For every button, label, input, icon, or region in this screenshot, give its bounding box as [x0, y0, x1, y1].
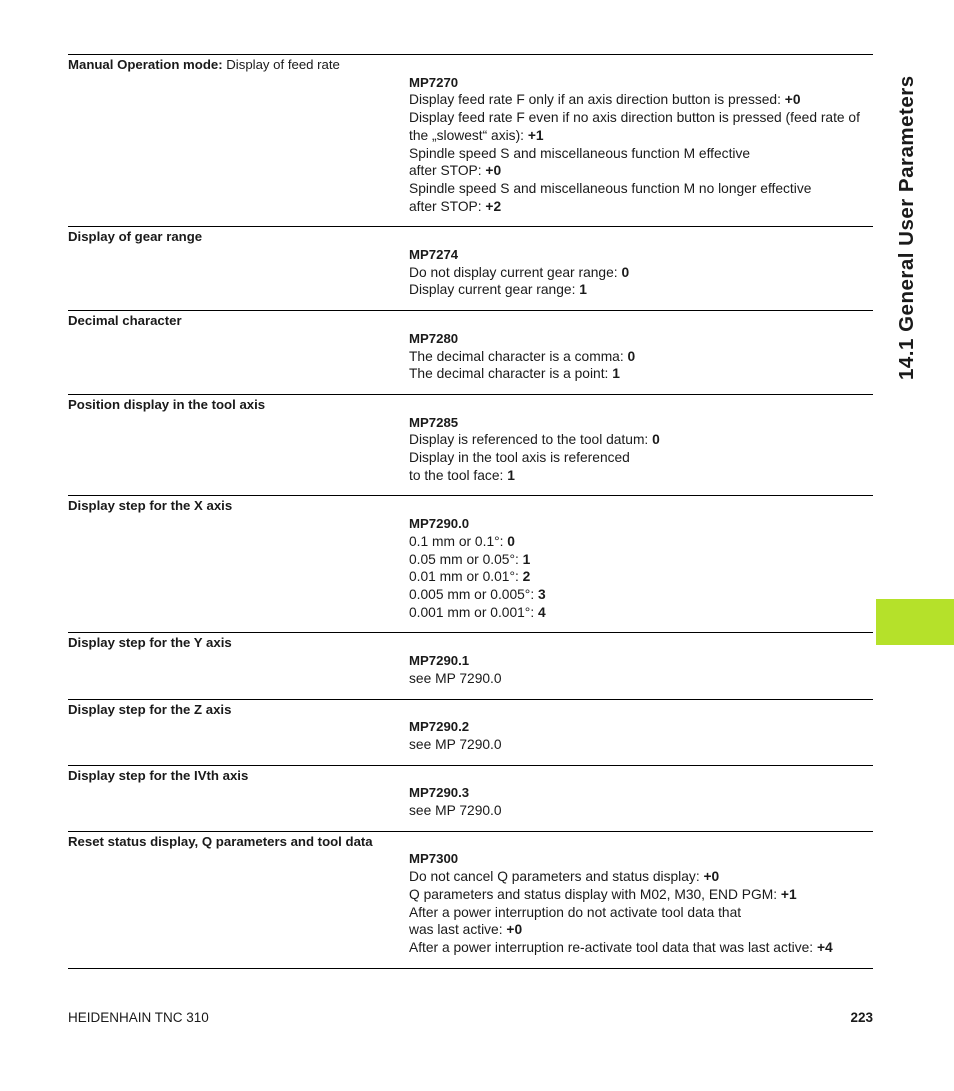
parameter-section — [68, 632, 873, 698]
option-description: 0.001 mm or 0.001°: — [409, 604, 538, 620]
parameter-option — [409, 145, 873, 163]
parameter-section — [68, 831, 873, 969]
parameter-table — [68, 54, 873, 969]
option-description: see MP 7290.0 — [409, 736, 502, 752]
option-value: +0 — [506, 922, 523, 938]
option-description: After a power interruption re-activate tool data that was last active: — [409, 939, 817, 955]
option-value: +0 — [485, 163, 502, 179]
parameter-option — [409, 467, 873, 485]
section-title-rest: Display of feed rate — [222, 57, 340, 72]
section-title — [68, 496, 873, 515]
parameter-option — [409, 568, 873, 586]
machine-parameter-id: MP7290.3 — [409, 785, 470, 801]
chapter-tab-marker — [876, 599, 954, 645]
option-description: see MP 7290.0 — [409, 670, 502, 686]
machine-parameter-id: MP7270 — [409, 74, 459, 90]
section-body — [409, 850, 873, 967]
option-description: see MP 7290.0 — [409, 803, 502, 819]
parameter-option — [409, 431, 873, 449]
option-description: Display feed rate F only if an axis direction button is pressed: — [409, 92, 785, 108]
section-title — [68, 395, 873, 414]
section-title-bold: Display of gear range — [68, 229, 203, 245]
option-description: was last active: — [409, 922, 507, 938]
parameter-option — [409, 802, 873, 820]
parameter-option — [409, 180, 873, 198]
section-body — [409, 246, 873, 310]
section-body — [409, 414, 873, 496]
section-title-bold: Position display in the tool axis — [68, 396, 266, 412]
parameter-option — [409, 736, 873, 754]
option-value: +1 — [780, 886, 797, 902]
option-value: +2 — [485, 198, 502, 214]
machine-parameter-id: MP7290.0 — [409, 516, 470, 532]
section-body — [409, 330, 873, 394]
option-description: Spindle speed S and miscellaneous function M no longer effective — [409, 180, 812, 196]
parameter-section — [68, 54, 873, 226]
section-title — [68, 700, 873, 719]
option-description: Do not cancel Q parameters and status display: — [409, 869, 704, 885]
option-description: Display in the tool axis is referenced — [409, 450, 630, 466]
chapter-heading: 14.1 General User Parameters — [895, 75, 918, 380]
option-value: 0 — [621, 264, 630, 280]
parameter-option — [409, 921, 873, 939]
option-value: 2 — [522, 569, 531, 585]
parameter-option — [409, 264, 873, 282]
parameter-option — [409, 198, 873, 216]
section-title-bold: Reset status display, Q parameters and tool data — [68, 833, 373, 849]
parameter-option — [409, 348, 873, 366]
option-value: 1 — [579, 282, 587, 298]
option-value: 0 — [627, 348, 636, 364]
option-description: Display current gear range: — [409, 282, 580, 298]
option-value: 1 — [612, 366, 620, 382]
option-value: +0 — [784, 92, 801, 108]
option-description: After a power interruption do not activate tool data that — [409, 904, 742, 920]
option-description: 0.01 mm or 0.01°: — [409, 569, 523, 585]
parameter-option — [409, 365, 873, 383]
page-number: 223 — [850, 1010, 873, 1025]
option-value: 4 — [538, 604, 546, 620]
option-value: +4 — [816, 939, 833, 955]
parameter-section — [68, 495, 873, 632]
section-title — [68, 633, 873, 652]
section-title — [68, 311, 873, 330]
section-title-bold: Display step for the Y axis — [68, 635, 232, 651]
machine-parameter-id: MP7280 — [409, 330, 459, 346]
parameter-option — [409, 868, 873, 886]
parameter-option — [409, 939, 873, 957]
section-title — [68, 227, 873, 246]
option-description: Q parameters and status display with M02, M30, END PGM: — [409, 886, 781, 902]
section-title-bold: Manual Operation mode: — [68, 57, 223, 72]
parameter-option — [409, 533, 873, 551]
option-description: 0.1 mm or 0.1°: — [409, 533, 508, 549]
option-description: after STOP: — [409, 198, 486, 214]
footer-product-name: HEIDENHAIN TNC 310 — [68, 1010, 209, 1025]
section-title — [68, 832, 873, 851]
parameter-section — [68, 394, 873, 496]
option-description: to the tool face: — [409, 467, 508, 483]
option-value: +1 — [527, 127, 544, 143]
option-value: 1 — [522, 551, 531, 567]
parameter-option — [409, 904, 873, 922]
option-description: The decimal character is a point: — [409, 366, 613, 382]
option-description: 0.005 mm or 0.005°: — [409, 586, 538, 602]
parameter-option — [409, 604, 873, 622]
section-title-bold: Decimal character — [68, 313, 182, 329]
option-value: 1 — [507, 467, 515, 483]
parameter-section — [68, 765, 873, 831]
section-title — [68, 55, 873, 74]
section-body — [409, 784, 873, 830]
option-value: 0 — [507, 533, 515, 549]
section-body — [409, 718, 873, 764]
option-description: 0.05 mm or 0.05°: — [409, 551, 523, 567]
section-body — [409, 652, 873, 698]
option-description: The decimal character is a comma: — [409, 348, 628, 364]
section-body — [409, 74, 873, 227]
section-title-bold: Display step for the Z axis — [68, 701, 232, 717]
parameter-option — [409, 109, 873, 144]
parameter-option — [409, 551, 873, 569]
parameter-section — [68, 310, 873, 394]
machine-parameter-id: MP7274 — [409, 247, 459, 263]
section-title-bold: Display step for the X axis — [68, 498, 233, 514]
option-description: Display is referenced to the tool datum: — [409, 432, 653, 448]
parameter-option — [409, 449, 873, 467]
parameter-option — [409, 281, 873, 299]
parameter-section — [68, 699, 873, 765]
option-description: after STOP: — [409, 163, 486, 179]
option-description: Spindle speed S and miscellaneous function M effective — [409, 145, 751, 161]
parameter-section — [68, 226, 873, 310]
section-title — [68, 766, 873, 785]
option-value: 0 — [652, 432, 660, 448]
machine-parameter-id: MP7300 — [409, 851, 459, 867]
parameter-option — [409, 91, 873, 109]
machine-parameter-id: MP7285 — [409, 414, 459, 430]
option-value: 3 — [538, 586, 546, 602]
machine-parameter-id: MP7290.2 — [409, 719, 470, 735]
option-description: Do not display current gear range: — [409, 264, 622, 280]
parameter-option — [409, 670, 873, 688]
parameter-option — [409, 162, 873, 180]
section-title-bold: Display step for the IVth axis — [68, 767, 249, 783]
option-value: +0 — [703, 869, 720, 885]
machine-parameter-id: MP7290.1 — [409, 653, 470, 669]
section-body — [409, 515, 873, 632]
parameter-option — [409, 886, 873, 904]
option-description: Display feed rate F even if no axis direction button is pressed (feed rate of the „slowest“ axis): — [409, 110, 860, 143]
parameter-option — [409, 586, 873, 604]
